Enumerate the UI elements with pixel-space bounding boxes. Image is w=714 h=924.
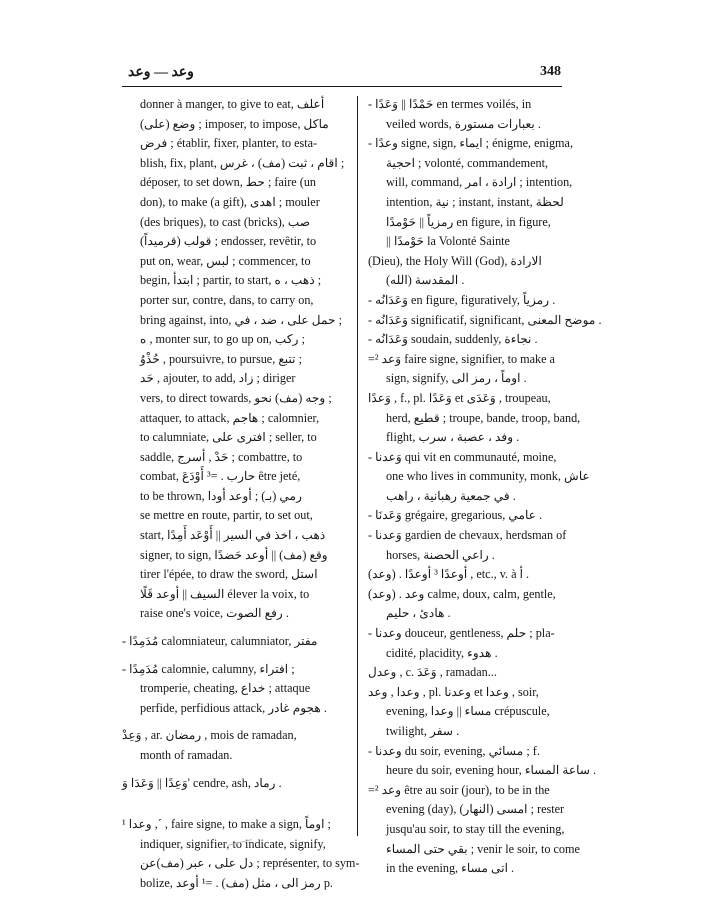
entry-line: - وَعَدَانُه soudain, suddenly, نجاءة . <box>368 332 538 347</box>
entry-line: blish, fix, plant, اقام ، ثبت (مف) ، غرس ; <box>140 155 345 170</box>
entry-line: perfide, perfidious attack, هجوم غادر . <box>140 700 327 715</box>
entry-line: twilight, سفر . <box>386 724 460 738</box>
entry-line: will, command, ارادة ، امر ; intention, <box>386 175 573 190</box>
entry-line: - وعدنا douceur, gentleness, حلم ; pla- <box>368 626 555 641</box>
entry-line: في جمعية رهبانية ، راهب . <box>386 488 516 503</box>
entry-line: se mettre en route, partir, to set out, <box>140 508 313 523</box>
entry-line: حَد , ajouter, to add, زاد ; diriger <box>140 371 296 386</box>
entry-gap <box>122 652 348 660</box>
entry-line: horses, راعي الحصنة . <box>386 547 495 562</box>
entry-line: (Dieu), the Holy Will (God), الارادة <box>368 253 542 268</box>
entry-line: indiquer, signifier, to indicate, signify, <box>140 836 326 851</box>
entry-line: - وعدنا du soir, evening, مسائي ; f. <box>368 743 540 758</box>
entry-line: tromperie, cheating, خداع ; attaque <box>140 681 311 696</box>
entry-line: to be thrown, رمي (بـ) ; أوعد أودا <box>140 488 302 503</box>
entry-line: donner à manger, to give to eat, أعلف <box>140 97 325 111</box>
entry-line: bolize, رمز الى ، مثل (مف) . =¹ أوعد p. <box>140 875 333 890</box>
entry-line: ه , monter sur, to go up on, ركب ; <box>140 332 305 347</box>
entry-line: =² وَعد faire signe, signifier, to make a <box>368 351 555 366</box>
entry-line: - وعدًا signe, sign, ايماء ; énigme, enigma, <box>368 136 573 151</box>
entry-line: - مُدَمِدًا calomnie, calumny, افتراء ; <box>122 661 295 676</box>
right-column <box>368 95 602 879</box>
entry-line: السيف || أوعد قَلًا élever la voix, to <box>140 586 310 601</box>
entry-line: put on, wear, لبس ; commencer, to <box>140 253 311 268</box>
entry-gap <box>122 718 348 726</box>
entry-line: evening, مساء || وعدا crépuscule, <box>386 704 550 719</box>
entry-gap <box>122 807 348 815</box>
entry-line: المقدسة (الله) . <box>386 273 465 288</box>
entry-line: bring against, into, حمل على ، ضد ، في ; <box>140 312 342 327</box>
entry-line: رمزياً || حَوْمدًا en figure, in figure, <box>386 214 551 229</box>
entry-line: - وَعَدنَا grégaire, gregarious, عامي . <box>368 508 543 523</box>
entry-line: حُذْوُ , poursuivre, to pursue, تتبع ; <box>140 351 302 366</box>
entry-line: قولب (قرميداً) ; endosser, revêtir, to <box>140 234 317 249</box>
entry-line: raise one's voice, رفع الصوت . <box>140 606 289 621</box>
entry-line: signer, to sign, وقع (مف) || أوعد حَضدًا <box>140 547 328 562</box>
entry-line: heure du soir, evening hour, ساعة المساء . <box>386 763 597 778</box>
entry-gap <box>122 766 348 774</box>
entry-line: cidité, placidity, هدوء . <box>386 645 498 660</box>
entry-line: || حَوْمدًا la Volonté Sainte <box>386 234 510 249</box>
entry-line: in the evening, اتى مساء . <box>386 861 515 876</box>
entry-line: month of ramadan. <box>140 748 233 762</box>
entry-line: - وَعَدَانُه en figure, figuratively, رمزياً . <box>368 292 556 307</box>
page-number: 348 <box>540 64 561 79</box>
entry-line: =² وعد être au soir (jour), to be in the <box>368 782 550 797</box>
entry-line: وعدا , وعد , pl. وعدنا et وعدا , soir, <box>368 684 539 699</box>
entry-line: (des briques), to cast (bricks), صب <box>140 214 311 229</box>
entry-line: وَعِدْ , ar. رمضان , mois de ramadan, <box>122 728 297 743</box>
entry-line: sign, signify, اوماً ، رمز الى . <box>386 371 527 386</box>
entry-line: ¹ وعدا ,´ , faire signe, to make a sign, اوماً ; <box>122 817 331 832</box>
entry-line: بقي حتى المساء ; venir le soir, to come <box>386 841 580 856</box>
entry-line: to calumniate, افترى على ; seller, to <box>140 430 317 445</box>
entry-line: veiled words, بعبارات مستورة . <box>386 116 541 131</box>
entry-line: - وَعدنا qui vit en communauté, moine, <box>368 449 557 464</box>
entry-line: احجية ; volonté, commandement, <box>386 155 549 170</box>
entry-line: attaquer, to attack, هاجم ; calomnier, <box>140 410 320 425</box>
entry-line: jusqu'au soir, to stay till the evening, <box>386 821 565 836</box>
entry-line: وَعدًا , f., pl. وَعَدًا et وَعَدَى , troupeau, <box>368 390 551 405</box>
header-rule <box>122 86 562 87</box>
entry-line: دل على ، عبر (مف)عن ; représenter, to sym- <box>140 856 360 871</box>
entry-line: one who lives in community, monk, عاش <box>386 469 590 484</box>
entry-line: وعدل , c. وَعَدَ , ramadan... <box>368 665 497 680</box>
entry-line: وَعِدًا || وَعَدَا وَ' cendre, ash, رماد . <box>122 775 282 790</box>
entry-line: (وعد) . وعد calme, doux, calm, gentle, <box>368 586 556 601</box>
entry-line: herd, قطيع ; troupe, bande, troop, band, <box>386 410 581 425</box>
entry-line: - حَمْدًا || وَعَدًا en termes voilés, in <box>368 97 532 111</box>
entry-line: هادئ ، حليم . <box>386 606 451 621</box>
entry-line: - وَعَدَانُه significatif, significant, موضح المعنى . <box>368 312 602 327</box>
left-column <box>122 95 360 894</box>
entry-line: flight, وفد ، عصبة ، سرب . <box>386 430 520 445</box>
entry-line: déposer, to set down, حط ; faire (un <box>140 175 317 190</box>
entry-line: (وعد) . أوعدًا ³ أوعدًا , etc., v. à أ . <box>368 567 530 582</box>
entry-line: start, ذهب ، اخذ في السير || أَوْعَد أَمِدًا <box>140 528 326 543</box>
entry-line: begin, ابتدأ ; partir, to start, ذهب ، ه ; <box>140 273 322 288</box>
entry-line: tirer l'épée, to draw the sword, استل <box>140 567 318 582</box>
entry-line: intention, نية ; instant, instant, لحظة <box>386 194 564 209</box>
entry-gap <box>122 624 348 632</box>
entry-line: porter sur, contre, dans, to carry on, <box>140 292 314 307</box>
entry-line: vers, to direct towards, وجه (مف) نحو ; <box>140 390 332 405</box>
column-divider <box>357 96 358 836</box>
entry-line: saddle, حَدْ , أسرج ; combattre, to <box>140 449 303 464</box>
entry-line: evening (day), امسى (النهار) ; rester <box>386 802 565 817</box>
running-head: وعد — وعد <box>128 65 194 80</box>
entry-line: وضع (على) ; imposer, to impose, ماكل <box>140 116 329 131</box>
entry-line: - وَعدنا gardien de chevaux, herdsman of <box>368 528 567 543</box>
entry-gap <box>122 793 348 807</box>
entry-line: don), to make (a gift), اهدى ; mouler <box>140 194 320 209</box>
entry-line: combat, حارب . =³ أَوْدَعَ être jeté, <box>140 469 301 484</box>
entry-line: - مُدَمِدًا calomniateur, calumniator, مفتر <box>122 634 318 649</box>
entry-line: فرض ; établir, fixer, planter, to esta- <box>140 136 318 151</box>
